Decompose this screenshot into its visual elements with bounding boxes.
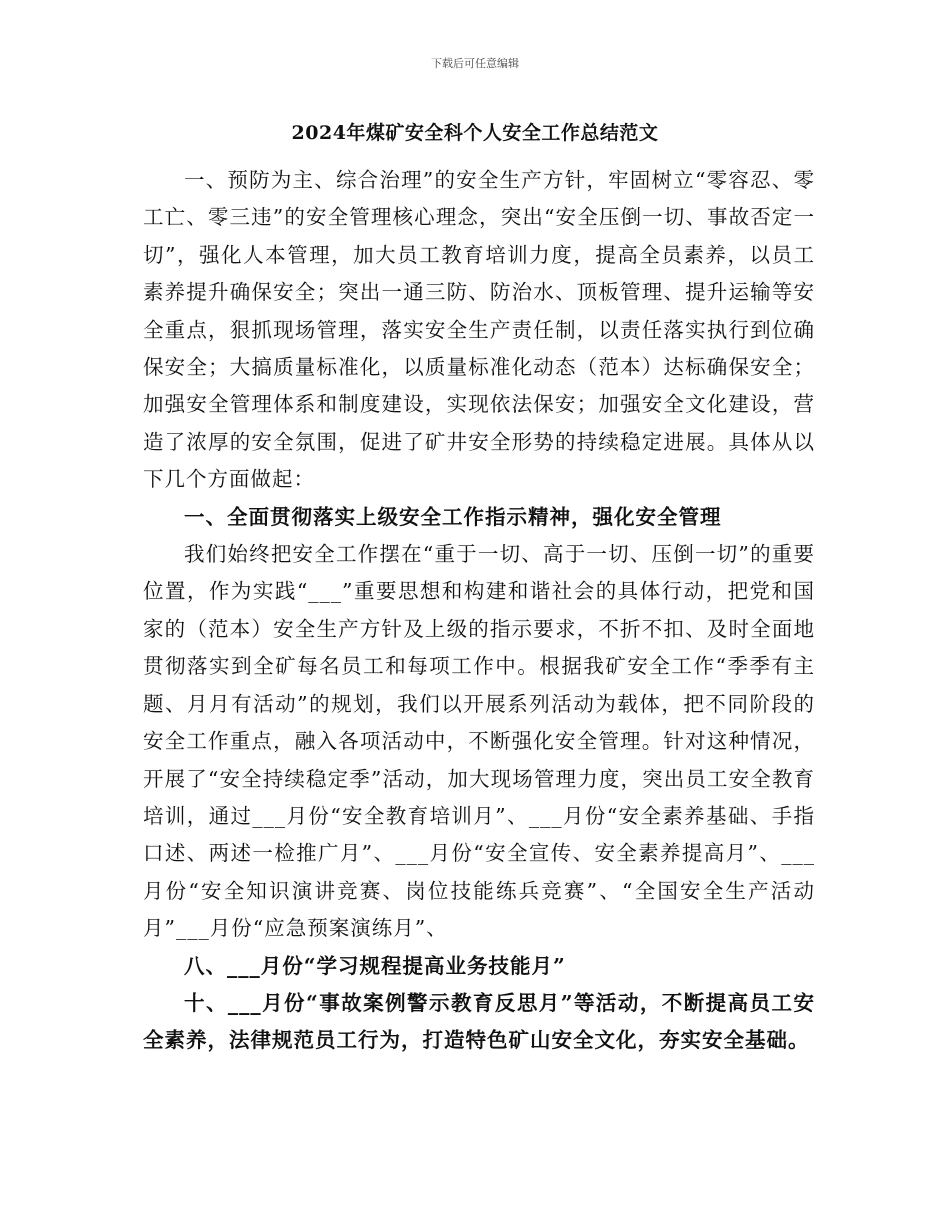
paragraph-intro: 一、预防为主、综合治理”的安全生产方针，牢固树立“零容忍、零工亡、零三违”的安全管理核心理念，突出“安全压倒一切、事故否定一切”，强化人本管理，加大员工教育培训力度，提高全员素养，以员工素养提升确保安全；突出一通三防、防治水、顶板管理、提升运输等安全重点，狠抓现场管理，落实安全生产责任制，以责任落实执行到位确保安全；大搞质量标准化，以质量标准化动态（范本）达标确保安全；加强安全管理体系和制度建设，实现依法保安；加强安全文化建设，营造了浓厚的安全氛围，促进了矿井安全形势的持续稳定进展。具体从以下几个方面做起： (143, 168, 815, 492)
section-heading: 一、全面贯彻落实上级安全工作指示精神，强化安全管理 (184, 504, 722, 529)
document-title: 2024年煤矿安全科个人安全工作总结范文 (291, 122, 659, 144)
page-header-note: 下载后可任意编辑 (431, 57, 519, 70)
document-body (143, 162, 815, 1060)
paragraph-item-eight: 八、___月份“学习规程提高业务技能月” (184, 953, 566, 978)
paragraph-item-ten: 十、___月份“事故案例警示教育反思月”等活动，不断提高员工安全素养，法律规范员工行为，打造特色矿山安全文化，夯实安全基础。 (143, 990, 815, 1053)
paragraph-body: 我们始终把安全工作摆在“重于一切、高于一切、压倒一切”的重要位置，作为实践“___”重要思想和构建和谐社会的具体行动，把党和国家的（范本）安全生产方针及上级的指示要求，不折不扣、及时全面地贯彻落实到全矿每名员工和每项工作中。根据我矿安全工作“季季有主题、月月有活动”的规划，我们以开展系列活动为载体，把不同阶段的安全工作重点，融入各项活动中，不断强化安全管理。针对这种情况，开展了“安全持续稳定季”活动，加大现场管理力度，突出员工安全教育培训，通过___月份“安全教育培训月”、___月份“安全素养基础、手指口述、两述一检推广月”、___月份“安全宣传、安全素养提高月”、___月份“安全知识演讲竞赛、岗位技能练兵竞赛”、“全国安全生产活动月”___月份“应急预案演练月”、 (143, 542, 815, 941)
